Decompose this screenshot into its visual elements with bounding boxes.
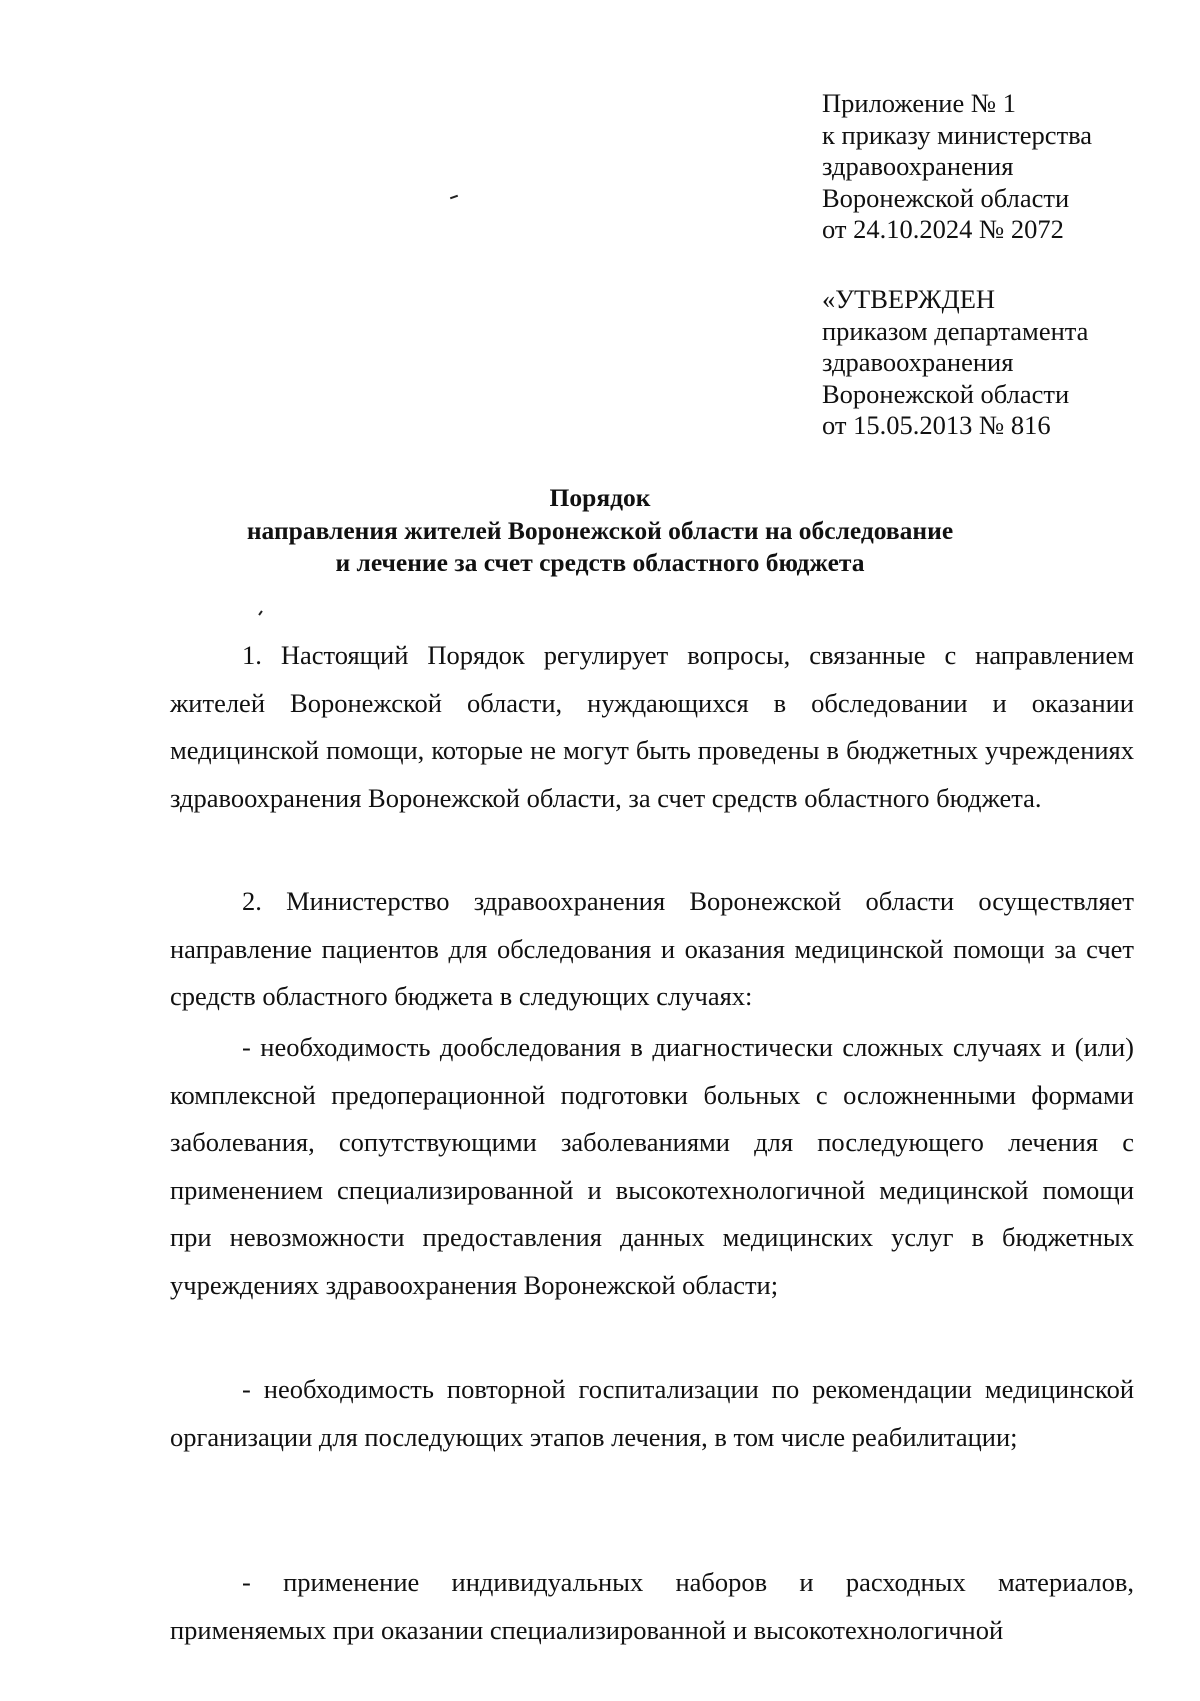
title-line-2: направления жителей Воронежской области на обследование — [246, 515, 954, 545]
paragraph-2: 2. Министерство здравоохранения Воронежской области осуществляет направление пациентов для обследования и оказания медицинской помощи за счет средств областного бюджета в следующих случаях: — [170, 886, 1134, 1011]
paragraph-bullet-3: - применение индивидуальных наборов и расходных материалов, применяемых при оказании специализированной и высокотехнологичной — [170, 1567, 1134, 1645]
title-line-3: и лечение за счет средств областного бюджета — [335, 548, 865, 577]
appendix-date-number: от 24.10.2024 № 2072 — [822, 214, 1064, 245]
document-title — [150, 482, 1050, 580]
approval-date-number: от 15.05.2013 № 816 — [822, 410, 1051, 441]
appendix-number: Приложение № 1 — [822, 88, 1017, 118]
approval-stamp — [822, 284, 1182, 442]
paragraph-bullet-1: - необходимость дообследования в диагностически сложных случаях и (или) комплексной предоперационной подготовки больных с осложненными формами заболевания, сопутствующими заболеваниями для последующего лечения с применением специализированной и высокотехнологичной медицинской помощи при невозможности предоставления данных медицинских услуг в бюджетных учреждениях здравоохранения Воронежской области; — [170, 1032, 1134, 1300]
title-line-1: Порядок — [549, 483, 651, 512]
scan-speck — [450, 195, 458, 200]
approval-department: здравоохранения — [822, 347, 1014, 378]
approval-region: Воронежской области — [822, 378, 1070, 409]
approval-heading: «УТВЕРЖДЕН — [822, 284, 996, 314]
paragraph-1: 1. Настоящий Порядок регулирует вопросы, связанные с направлением жителей Воронежской области, нуждающихся в обследовании и оказании медицинской помощи, которые не могут быть проведены в бюджетных учреждениях здравоохранения Воронежской области, за счет средств областного бюджета. — [170, 640, 1134, 813]
appendix-order-ref: к приказу министерства — [822, 119, 1093, 150]
appendix-ministry: здравоохранения — [822, 151, 1014, 182]
paragraph-bullet-2: - необходимость повторной госпитализации по рекомендации медицинской организации для последующих этапов лечения, в том числе реабилитации; — [170, 1374, 1134, 1452]
scan-speck — [258, 610, 263, 615]
appendix-header — [822, 88, 1182, 246]
appendix-region: Воронежской области — [822, 182, 1070, 213]
approval-order-ref: приказом департамента — [822, 315, 1089, 346]
